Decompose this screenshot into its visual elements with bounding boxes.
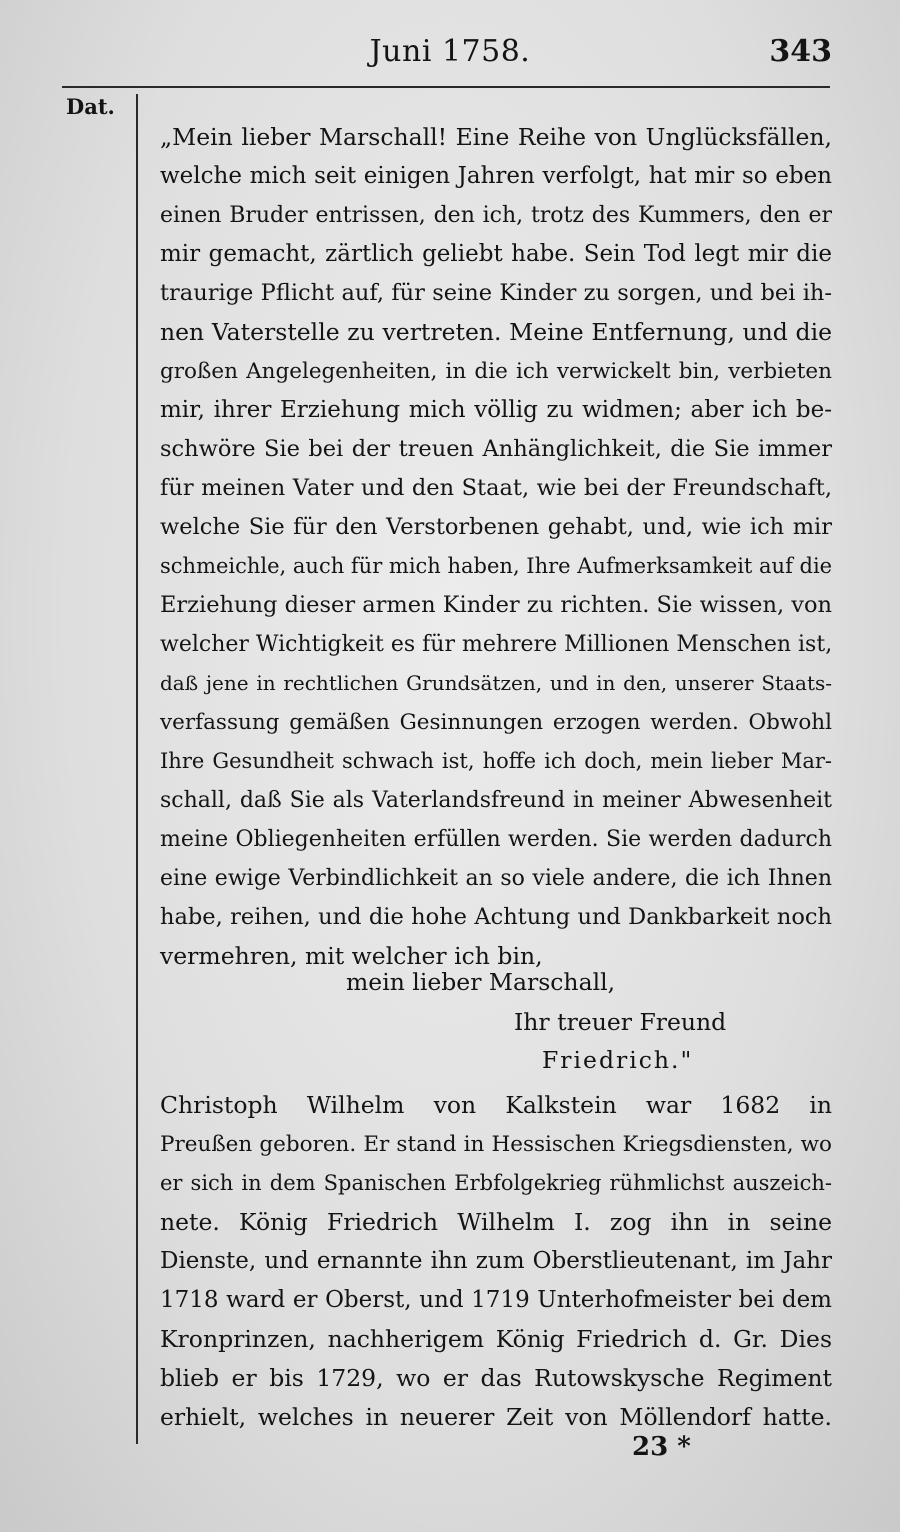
header-rule xyxy=(62,86,830,88)
letter-line: mir gemacht, zärtlich geliebt habe. Sein Tod legt mir die xyxy=(160,241,832,267)
bio-line: erhielt, welches in neuerer Zeit von Möllendorf hatte. xyxy=(160,1403,832,1431)
bio-line: nete. König Friedrich Wilhelm I. zog ihn in seine xyxy=(160,1208,832,1236)
letter-line: traurige Pflicht auf, für seine Kinder zu sorgen, und bei ih- xyxy=(160,280,832,306)
letter-line: nen Vaterstelle zu vertreten. Meine Entfernung, und die xyxy=(160,318,832,346)
letter-line: vermehren, mit welcher ich bin, xyxy=(160,942,543,970)
letter-line: Erziehung dieser armen Kinder zu richten. Sie wissen, von xyxy=(160,592,833,618)
bio-line: Christoph Wilhelm von Kalkstein war 1682 in xyxy=(160,1091,832,1119)
biography-paragraph xyxy=(160,1086,832,1437)
bio-line: blieb er bis 1729, wo er das Rutowskysche Regiment xyxy=(160,1364,832,1392)
letter-line: Ihre Gesundheit schwach ist, hoffe ich doch, mein lieber Mar- xyxy=(160,749,832,773)
letter-line: meine Obliegenheiten erfüllen werden. Sie werden dadurch xyxy=(160,827,832,852)
bio-line: Preußen geboren. Er stand in Hessischen Kriegsdiensten, wo xyxy=(160,1132,832,1157)
letter-body xyxy=(160,118,832,976)
letter-line: welche Sie für den Verstorbenen gehabt, und, wie ich mir xyxy=(160,514,832,540)
letter-line: schall, daß Sie als Vaterlandsfreund in meiner Abwesenheit xyxy=(160,788,832,813)
letter-line: verfassung gemäßen Gesinnungen erzogen werden. Obwohl xyxy=(160,710,832,735)
bio-line: Kronprinzen, nachherigem König Friedrich d. Gr. Dies xyxy=(160,1325,832,1353)
letter-line: schwöre Sie bei der treuen Anhänglichkeit, die Sie immer xyxy=(160,436,832,462)
letter-valediction: Ihr treuer Freund xyxy=(514,1008,727,1036)
bio-line: Dienste, und ernannte ihn zum Oberstlieutenant, im Jahr xyxy=(160,1248,832,1274)
letter-line: daß jene in rechtlichen Grundsätzen, und in den, unserer Staats- xyxy=(160,671,832,695)
letter-line: „Mein lieber Marschall! Eine Reihe von Unglücksfällen, xyxy=(160,123,832,151)
margin-note-date: Dat. xyxy=(66,94,115,119)
letter-line: großen Angelegenheiten, in die ich verwickelt bin, verbieten xyxy=(160,359,832,384)
letter-line: schmeichle, auch für mich haben, Ihre Aufmerksamkeit auf die xyxy=(160,554,833,578)
letter-line: welcher Wichtigkeit es für mehrere Millionen Menschen ist, xyxy=(160,632,833,657)
printer-signature-mark: 23 * xyxy=(632,1432,691,1462)
letter-line: eine ewige Verbindlichkeit an so viele andere, die ich Ihnen xyxy=(160,866,832,891)
letter-line: habe, reihen, und die hohe Achtung und Dankbarkeit noch xyxy=(160,904,832,930)
letter-line: welche mich seit einigen Jahren verfolgt, hat mir so eben xyxy=(160,163,832,189)
bio-line: er sich in dem Spanischen Erbfolgekrieg rühmlichst auszeich- xyxy=(160,1171,832,1195)
bio-line: 1718 ward er Oberst, und 1719 Unterhofmeister bei dem xyxy=(160,1287,832,1313)
letter-salutation: mein lieber Marschall, xyxy=(346,968,616,996)
page-number: 343 xyxy=(769,34,832,69)
letter-line: mir, ihrer Erziehung mich völlig zu widmen; aber ich be- xyxy=(160,397,832,423)
margin-rule xyxy=(136,94,138,1444)
running-header-title: Juni 1758. xyxy=(369,34,531,69)
letter-signature: Friedrich." xyxy=(542,1046,694,1074)
letter-line: für meinen Vater und den Staat, wie bei der Freundschaft, xyxy=(160,475,832,501)
letter-line: einen Bruder entrissen, den ich, trotz des Kummers, den er xyxy=(160,203,832,228)
